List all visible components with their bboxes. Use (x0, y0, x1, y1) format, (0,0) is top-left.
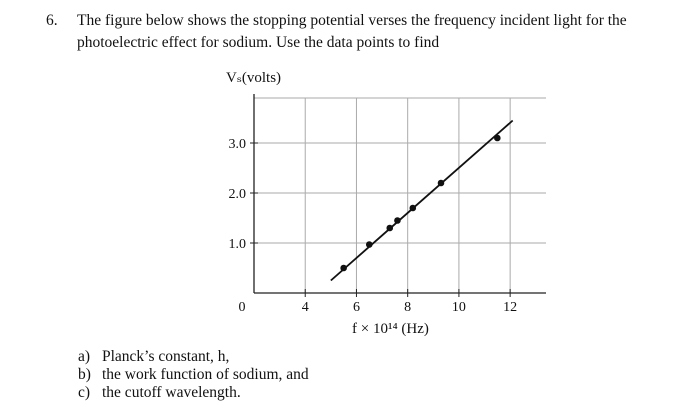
part-c-label: c) (78, 384, 91, 401)
origin-label: 0 (238, 300, 246, 315)
grid-layer (254, 98, 546, 293)
fit-line-layer (331, 121, 513, 281)
part-b-label: b) (78, 366, 91, 383)
data-point (386, 225, 393, 232)
part-b (78, 366, 309, 384)
data-point (438, 180, 445, 187)
x-axis-label: f × 10¹⁴ (Hz) (352, 321, 429, 337)
part-c-text: the cutoff wavelength. (102, 384, 241, 401)
x-tick-label: 6 (352, 300, 360, 315)
problem-line-2: photoelectric effect for sodium. Use the data points to find (77, 34, 440, 51)
problem-number: 6. (46, 12, 58, 29)
data-point (394, 217, 401, 224)
data-point (410, 205, 417, 212)
data-point (494, 135, 501, 142)
best-fit-line (331, 121, 513, 281)
question-parts (78, 348, 309, 402)
x-tick-label: 8 (404, 300, 412, 315)
part-b-text: the work function of sodium, and (102, 366, 309, 383)
part-a-text: Planck’s constant, h, (102, 348, 230, 365)
y-axis-label: Vₛ(volts) (226, 70, 282, 86)
part-a (78, 348, 309, 366)
part-c (78, 384, 309, 402)
problem-line-1: The figure below shows the stopping potential verses the frequency incident light for the (77, 12, 627, 29)
tick-layer (229, 137, 518, 315)
x-tick-label: 4 (301, 300, 309, 315)
x-tick-label: 12 (503, 300, 518, 315)
y-tick-label: 2.0 (228, 187, 246, 202)
data-point (340, 265, 347, 272)
data-point (366, 241, 373, 248)
y-tick-label: 3.0 (228, 137, 246, 152)
x-tick-label: 10 (451, 300, 466, 315)
y-tick-label: 1.0 (228, 237, 246, 252)
part-a-label: a) (78, 348, 91, 365)
